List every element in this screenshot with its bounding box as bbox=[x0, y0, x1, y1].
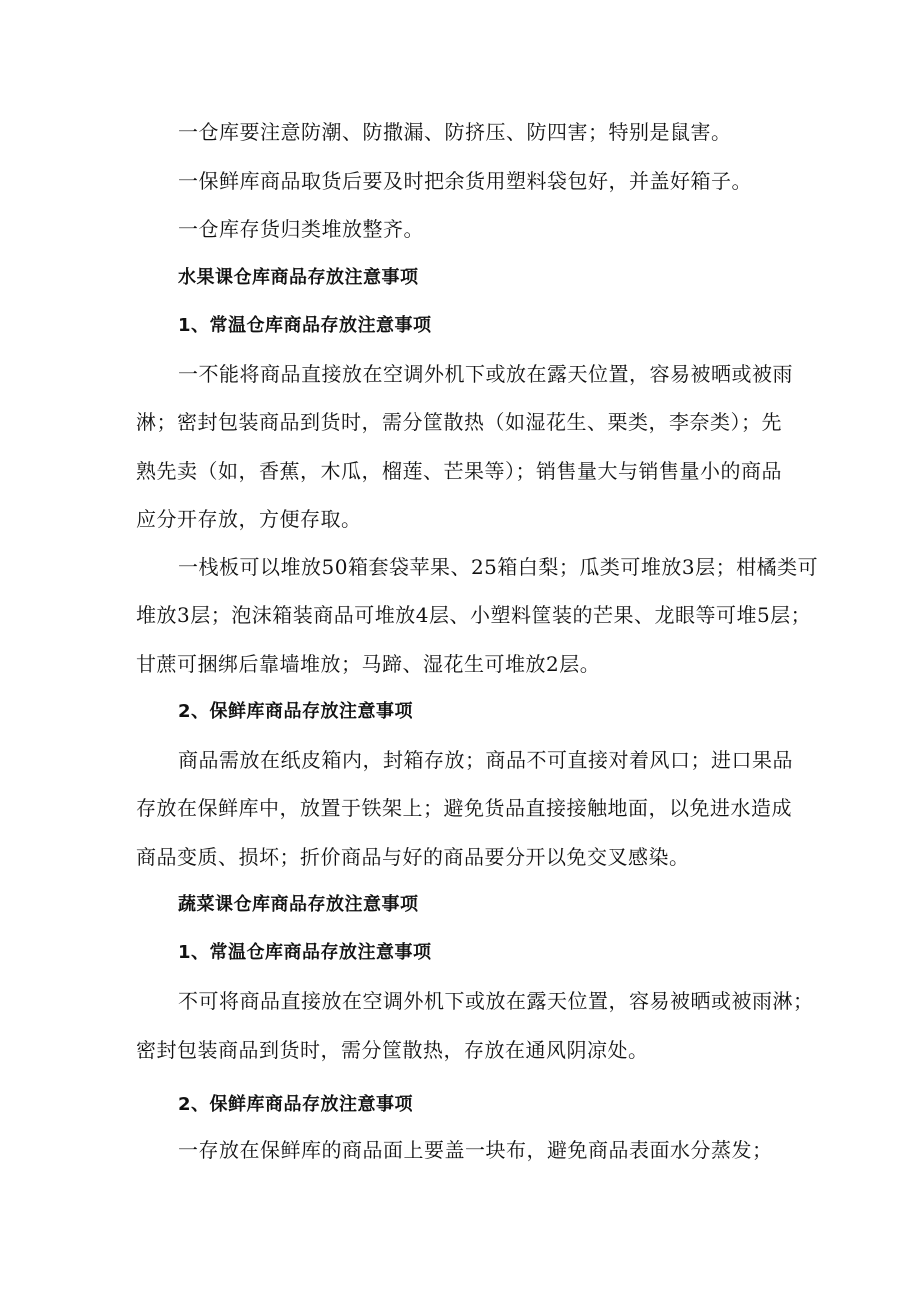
paragraph-line: 存放在保鲜库中，放置于铁架上；避免货品直接接触地面，以免进水造成 bbox=[136, 796, 792, 820]
section-heading: 蔬菜课仓库商品存放注意事项 bbox=[178, 894, 419, 915]
paragraph-line: 一保鲜库商品取货后要及时把余货用塑料袋包好，并盖好箱子。 bbox=[178, 169, 752, 193]
paragraph-line: 淋；密封包装商品到货时，需分筐散热（如湿花生、栗类，李奈类）；先 bbox=[136, 410, 782, 434]
paragraph-line: 一仓库存货归类堆放整齐。 bbox=[178, 217, 424, 241]
paragraph-line: 应分开存放，方便存取。 bbox=[136, 507, 362, 531]
paragraph-line: 一仓库要注意防潮、防撒漏、防挤压、防四害；特别是鼠害。 bbox=[178, 120, 732, 144]
subsection-heading: 2、保鲜库商品存放注意事项 bbox=[178, 1094, 414, 1115]
paragraph-line: 一存放在保鲜库的商品面上要盖一块布，避免商品表面水分蒸发； bbox=[178, 1138, 773, 1162]
subsection-heading: 1、常温仓库商品存放注意事项 bbox=[178, 942, 432, 963]
paragraph-line: 一栈板可以堆放50箱套袋苹果、25箱白梨；瓜类可堆放3层；柑橘类可 bbox=[178, 555, 819, 579]
subsection-heading: 2、保鲜库商品存放注意事项 bbox=[178, 701, 414, 722]
paragraph-line: 熟先卖（如，香蕉，木瓜，榴莲、芒果等）；销售量大与销售量小的商品 bbox=[136, 459, 782, 483]
paragraph-line: 一不能将商品直接放在空调外机下或放在露天位置，容易被晒或被雨 bbox=[178, 362, 793, 386]
paragraph-line: 商品需放在纸皮箱内，封箱存放；商品不可直接对着风口；进口果品 bbox=[178, 748, 793, 772]
paragraph-line: 甘蔗可捆绑后靠墙堆放；马蹄、湿花生可堆放2层。 bbox=[136, 652, 601, 676]
paragraph-line: 商品变质、损坏；折价商品与好的商品要分开以免交叉感染。 bbox=[136, 845, 690, 869]
paragraph-line: 堆放3层；泡沫箱装商品可堆放4层、小塑料筐装的芒果、龙眼等可堆5层； bbox=[136, 603, 812, 627]
paragraph-line: 密封包装商品到货时，需分筐散热，存放在通风阴凉处。 bbox=[136, 1038, 649, 1062]
subsection-heading: 1、常温仓库商品存放注意事项 bbox=[178, 315, 432, 336]
paragraph-line: 不可将商品直接放在空调外机下或放在露天位置，容易被晒或被雨淋； bbox=[178, 989, 814, 1013]
section-heading: 水果课仓库商品存放注意事项 bbox=[178, 267, 419, 288]
